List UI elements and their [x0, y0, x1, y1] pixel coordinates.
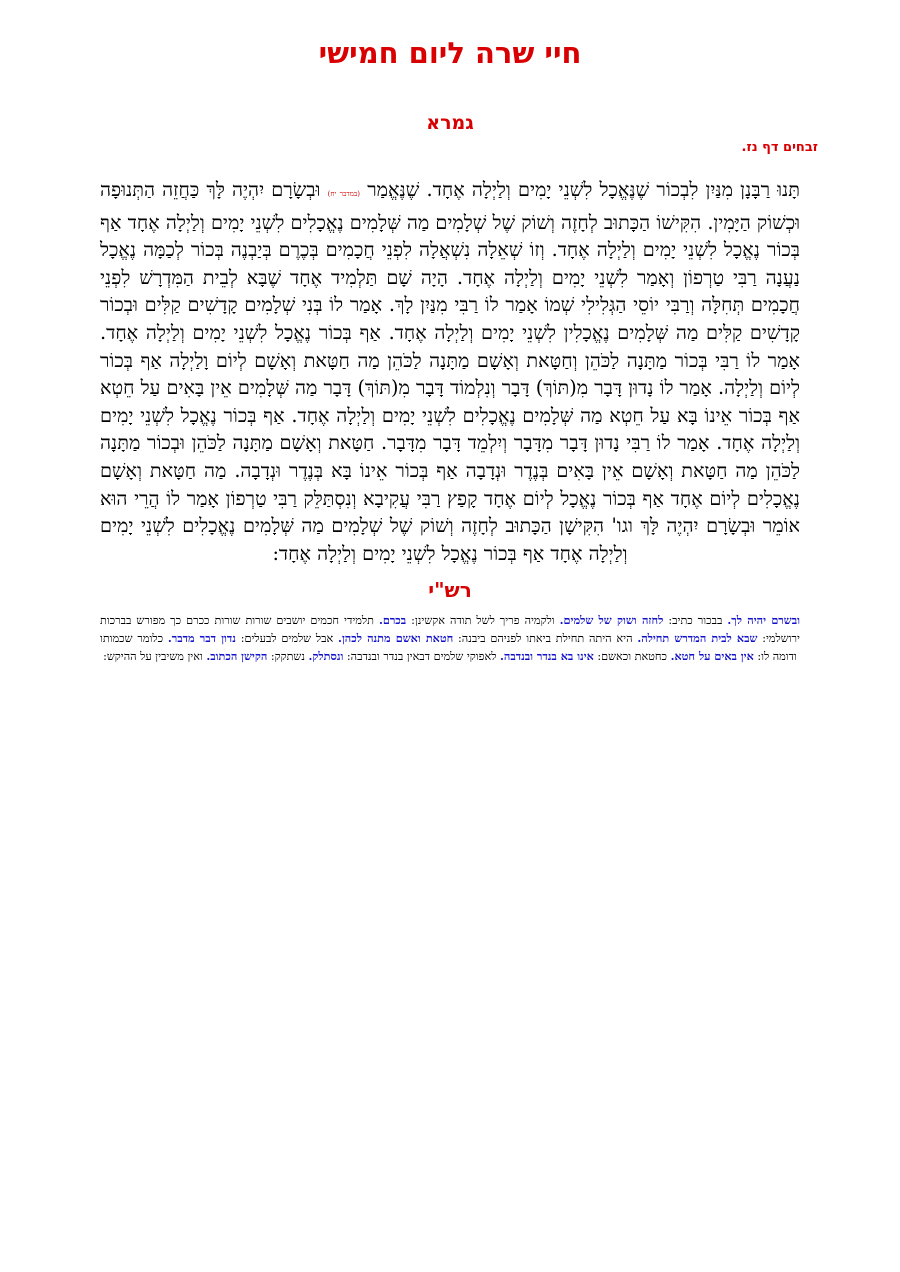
rashi-dibur-hamatchil: לחזה ושוק של שלמים. — [559, 613, 664, 627]
rashi-dibur-hamatchil: חטאת ואשם מתנה לכהן. — [338, 630, 454, 645]
rashi-heading: רש"י — [428, 578, 472, 602]
rashi-comment: בבכור כתיב: — [663, 614, 728, 627]
rashi-dibur-hamatchil: אין באים על חטא. — [670, 648, 754, 663]
rashi-dibur-hamatchil: הקישן הכתוב. — [206, 648, 268, 663]
rashi-comment: ולקמיה פריך לשל תודה אקשינן: — [406, 614, 560, 627]
gemara-text-part1: תָּנוּ רַבָּנָן מִנַּיִן לִבְכוֹר שֶׁנֶּאֱכָל לִשְׁנֵי יָמִים וְלַיְלָה אֶחָד. שֶׁנֶּאֱמַר — [367, 178, 801, 201]
rashi-comment: כחטאת וכאשם: — [593, 649, 671, 663]
rashi-comment: כלומר שכמותו ודומה לו: — [100, 631, 797, 663]
rashi-dibur-hamatchil: ונסתלק. — [308, 648, 344, 663]
rashi-comment: לאפוקי שלמים דבאין בנדר ובנדבה: — [343, 649, 501, 663]
rashi-dibur-hamatchil: בכרם. — [378, 613, 407, 627]
rashi-comment: ואין משיבין על ההיקש: — [103, 649, 207, 663]
rashi-comment: תלמידי חכמים יושבים שורות שורות ככרם כך מפורש בברכות ירושלמי: — [100, 614, 800, 645]
gemara-text-part2: וּבְשָׂרָם יִהְיֶה לָּךְ כַּחֲזֵה הַתְּנוּפָה וּכְשׁוֹק הַיָּמִין. הִקִּישׁוֹ הַכָּתוּב לְחָזֶה וְשׁוֹק שֶׁל שְׁלָמִים מַה שְּׁלָמִים נֶאֱכָלִים לִשְׁנֵי יָמִים וְלַיְלָה אֶחָד אַף בְּכוֹר נֶאֱכָל לִשְׁנֵי יָמִים וְלַיְלָה אֶחָד. וְזוֹ שְׁאֵלָה נִשְׁאֲלָה לִפְנֵי חֲכָמִים בְּכֶרֶם בְּיַבְנֶה בְּכוֹר לְכַמָּה נֶאֱכָל נַעֲנָה רַבִּי טַרְפוֹן וְאָמַר לִשְׁנֵי יָמִים וְלַיְלָה אֶחָד. הָיָה שָׁם תַּלְמִיד אֶחָד שֶׁבָּא לְבֵית הַמִּדְרָשׁ לִפְנֵי חֲכָמִים תְּחִלָּה וְרַבִּי יוֹסֵי הַגְּלִילִי שְׁמוֹ אָמַר לוֹ רַבִּי מִנַּיִן לָךְ. אָמַר לוֹ בְּנִי שְׁלָמִים קָדָשִׁים קַלִּים וּבְכוֹר קָדָשִׁים קַלִּים מַה שְּׁלָמִים נֶאֱכָלִין לִשְׁנֵי יָמִים וְלַיְלָה אֶחָד. אַף בְּכוֹר נֶאֱכָל לִשְׁנֵי יָמִים וְלַיְלָה אֶחָד. אָמַר לוֹ רַבִּי בְּכוֹר מַתָּנָה לַכֹּהֵן וְחַטָּאת וְאָשָׁם מַתָּנָה לַכֹּהֵן מַה חַטָּאת וְאָשָׁם לְיוֹם וָלַיְלָה אַף בְּכוֹר לְיוֹם וְלַיְלָה. אָמַר לוֹ נָדוּן דָּבָר מִ(תּוֹךְ) דָּבָר וְנִלְמוֹד דָּבָר מִ(תּוֹךְ) דָּבָר מַה שְּׁלָמִים אֵין בָּאִים עַל חֵטְא אַף בְּכוֹר אֵינוֹ בָּא עַל חֵטְא מַה שְּׁלָמִים נֶאֱכָלִים לִשְׁנֵי יָמִים וְלַיְלָה אֶחָד. אַף בְּכוֹר נֶאֱכָל לִשְׁנֵי יָמִים וְלַיְלָה אֶחָד. אָמַר לוֹ רַבִּי נָדוּן דָּבָר מִדָּבָר וְיִלְמֵד דָּבָר מִדָּבָר. חַטָּאת וְאָשָׁם מַתָּנָה לַכֹּהֵן וּבְכוֹר מַתָּנָה לַכֹּהֵן מַה חַטָּאת וְאָשָׁם אֵין בָּאִים בְּנֶדֶר וּנְדָבָה אַף בְּכוֹר אֵינוֹ בָּא בְּנֶדֶר וּנְדָבָה. מַה חַטָּאת וְאָשָׁם נֶאֱכָלִים לְיוֹם אֶחָד אַף בְּכוֹר נֶאֱכָל לְיוֹם אֶחָד קָפַץ רַבִּי עֲקִיבָא וְנִסְתַּלֵּק רַבִּי טַרְפוֹן אָמַר לוֹ הֲרֵי הוּא אוֹמֵר וּבְשָׂרָם יִהְיֶה לָּךְ וגו' הִקִּישָׁן הַכָּתוּב לְחָזֶה וְשׁוֹק שֶׁל שְׁלָמִים מַה שְּׁלָמִים נֶאֱכָלִים לִשְׁנֵי יָמִים וְלַיְלָה אֶחָד אַף בְּכוֹר נֶאֱכָל לִשְׁנֵי יָמִים וְלַיְלָה אֶחָד: — [100, 178, 800, 565]
rashi-dibur-hamatchil: ובשרם יהיה לך. — [727, 613, 800, 627]
rashi-dibur-hamatchil: אינו בא בנדר ובנדבה. — [500, 648, 594, 663]
rashi-text — [100, 612, 800, 665]
gemara-text — [100, 176, 800, 567]
rashi-dibur-hamatchil: נדון דבר מדבר. — [167, 630, 236, 645]
gemara-heading: גמרא — [426, 112, 474, 134]
rashi-comment: אבל שלמים לבעלים: — [235, 631, 339, 645]
rashi-comment: נשתקק: — [267, 649, 309, 663]
page-title: חיי שרה ליום חמישי — [318, 36, 582, 70]
rashi-comment: היא היתה תחילת ביאתו לפניהם ביבנה: — [453, 631, 638, 645]
daf-reference: זבחים דף נז. — [741, 140, 818, 155]
rashi-dibur-hamatchil: שבא לבית המדרש תחילה. — [637, 630, 758, 645]
source-reference: (במדבר יח) — [327, 190, 361, 198]
